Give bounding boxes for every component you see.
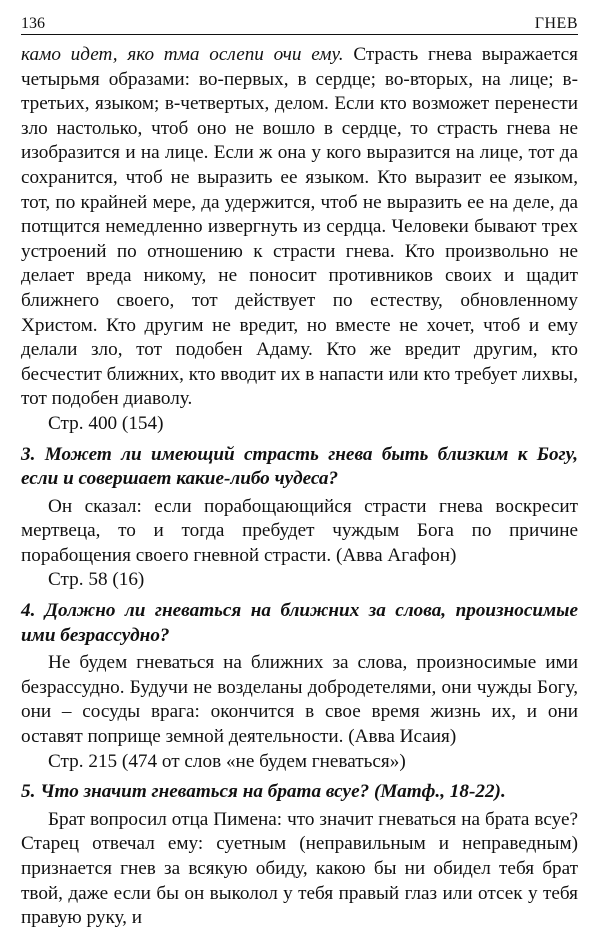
question-heading: 3. Может ли имеющий страсть гнева быть близким к Богу, если и совершает какие-либо чудеса? — [21, 443, 578, 490]
page-number: 136 — [21, 15, 45, 32]
body-paragraph: Не будем гневаться на ближних за слова, произносимые ими безрассудно. Будучи не возделаны добродетелями, они чужды Богу, они – сосуды врага: окончится в свое время жизнь их, и они оставят поприще земной деятельности. (Авва Исаия) — [21, 652, 578, 748]
body-paragraph: Он сказал: если порабощающийся страсти гнева воскресит мертвеца, то и тогда пребудет чуждым Бога по причине порабощения своего гневной страсти. (Авва Агафон) — [21, 495, 578, 566]
question-heading: 5. Что значит гневаться на брата всуе? (Матф., 18-22). — [21, 781, 506, 803]
body-paragraph — [21, 43, 578, 412]
question-heading: 4. Должно ли гневаться на ближних за слова, произносимые ими безрассудно? — [21, 600, 578, 646]
running-title: ГНЕВ — [534, 15, 578, 32]
page-body — [21, 35, 578, 931]
source-reference: Стр. 400 (154) — [48, 412, 164, 434]
source-reference: Стр. 215 (474 от слов «не будем гневаться») — [48, 750, 406, 772]
source-reference: Стр. 58 (16) — [48, 569, 145, 591]
paragraph-text: Страсть гнева выражается четырьмя образами: во-первых, в сердце; во-вторых, на лице; в-третьих, языком; в-четвертых, делом. Если кто возможет перенести зло настолько, чтоб оно не вошло в сердце, то страсть гнева не изобразится и на лице. Если ж она у кого выразится на лице, тот да сохранится, чтоб не выразить ее языком. Кто выразит ее языком, тот, по крайней мере, да удержится, чтоб не выразить ее на деле, да потщится немедленно извергнуть из сердца. Человеки бывают трех устроений по отношению к страсти гнева. Кто произвольно не делает вреда никому, не поносит противников своих и щадит ближнего своего, тот действует по естеству, обновленному Христом. Кто другим не вредит, но вместе не хочет, чтоб и ему делали зло, тот подобен Адаму. Кто же вредит другим, кто бесчестит ближних, кто вводит их в напасти или кто требует лихвы, тот подобен диаволу. — [21, 44, 579, 410]
running-header — [21, 0, 578, 35]
book-page — [21, 0, 578, 931]
body-paragraph: Брат вопросил отца Пимена: что значит гневаться на брата всуе? Старец отвечал ему: суетным (неправильным и неправедным) признается гнев за всякую обиду, какою бы ни обидел тебя брат твой, даже если бы он выколол у тебя правый глаз или отсек у тебя правую руку, и — [21, 808, 578, 929]
scripture-quote: камо идет, яко тма ослепи очи ему. — [21, 44, 344, 65]
